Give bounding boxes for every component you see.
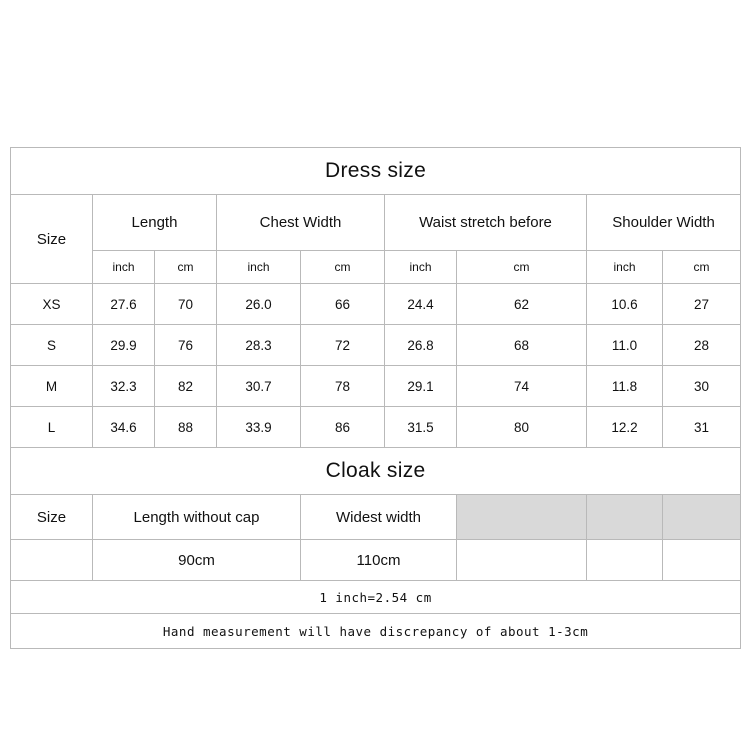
unit-cell: inch [587,251,663,284]
cell-value: 28.3 [217,325,301,366]
cell-value: 27.6 [93,284,155,325]
cloak-header-row [11,495,741,540]
cloak-header-blank-1 [457,495,587,540]
cloak-header-blank-2 [587,495,663,540]
row-size-label: XS [11,284,93,325]
cloak-title: Cloak size [11,448,741,495]
cell-value: 26.0 [217,284,301,325]
cell-value: 74 [457,366,587,407]
cell-value: 11.8 [587,366,663,407]
cell-value: 66 [301,284,385,325]
row-size-label: M [11,366,93,407]
unit-cell: inch [217,251,301,284]
table-row [11,407,741,448]
size-chart-container [10,147,740,649]
header-waist-stretch-before: Waist stretch before [385,195,587,251]
table-row [11,540,741,581]
unit-cell: cm [301,251,385,284]
disclaimer-note-row [11,614,741,649]
row-size-label: S [11,325,93,366]
dress-title-row [11,148,741,195]
unit-cell: inch [385,251,457,284]
cloak-row-size [11,540,93,581]
cloak-blank-cell-1 [457,540,587,581]
cell-value: 68 [457,325,587,366]
table-row [11,366,741,407]
cell-value: 29.9 [93,325,155,366]
cell-value: 30.7 [217,366,301,407]
cell-value: 27 [663,284,741,325]
cell-value: 12.2 [587,407,663,448]
dress-header-row [11,195,741,251]
cell-value: 31.5 [385,407,457,448]
table-row [11,325,741,366]
cloak-blank-cell-3 [663,540,741,581]
cloak-header-widest-width: Widest width [301,495,457,540]
unit-cell: cm [155,251,217,284]
cell-value: 32.3 [93,366,155,407]
cell-value: 26.8 [385,325,457,366]
cell-value: 88 [155,407,217,448]
conversion-note-row [11,581,741,614]
cell-value: 34.6 [93,407,155,448]
cell-value: 70 [155,284,217,325]
header-size: Size [11,195,93,284]
dress-title: Dress size [11,148,741,195]
cell-value: 86 [301,407,385,448]
cloak-header-length-without-cap: Length without cap [93,495,301,540]
cloak-header-blank-3 [663,495,741,540]
disclaimer-note: Hand measurement will have discrepancy of about 1-3cm [11,614,741,649]
row-size-label: L [11,407,93,448]
unit-cell: cm [457,251,587,284]
cloak-length-without-cap-value: 90cm [93,540,301,581]
cell-value: 62 [457,284,587,325]
cell-value: 29.1 [385,366,457,407]
cloak-header-size: Size [11,495,93,540]
cell-value: 10.6 [587,284,663,325]
table-row [11,284,741,325]
cloak-blank-cell-2 [587,540,663,581]
unit-cell: cm [663,251,741,284]
cell-value: 82 [155,366,217,407]
header-shoulder-width: Shoulder Width [587,195,741,251]
size-chart-table [10,147,741,649]
unit-cell: inch [93,251,155,284]
cloak-widest-width-value: 110cm [301,540,457,581]
cell-value: 11.0 [587,325,663,366]
header-chest-width: Chest Width [217,195,385,251]
cell-value: 78 [301,366,385,407]
cell-value: 33.9 [217,407,301,448]
cell-value: 80 [457,407,587,448]
header-length: Length [93,195,217,251]
dress-unit-row [11,251,741,284]
cell-value: 30 [663,366,741,407]
cell-value: 76 [155,325,217,366]
cell-value: 24.4 [385,284,457,325]
cell-value: 28 [663,325,741,366]
cloak-title-row [11,448,741,495]
cell-value: 72 [301,325,385,366]
conversion-note: 1 inch=2.54 cm [11,581,741,614]
cell-value: 31 [663,407,741,448]
